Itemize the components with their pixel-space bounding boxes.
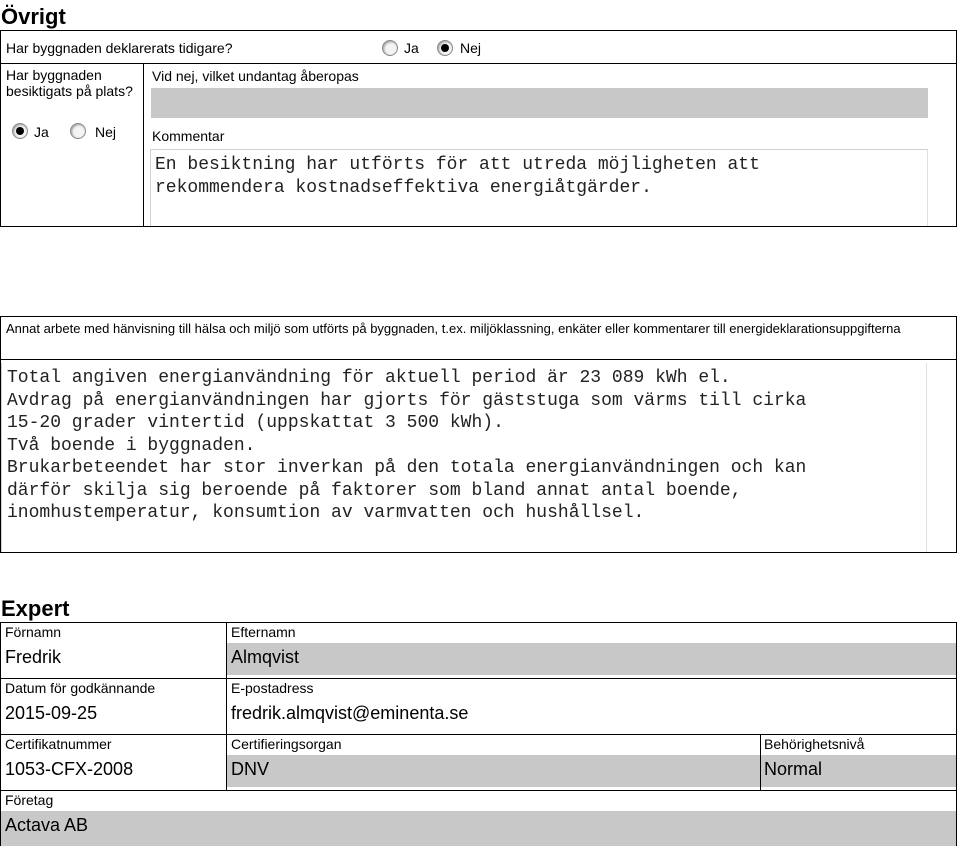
fornamn-label: Förnamn: [5, 624, 62, 640]
section-heading-ovrigt: Övrigt: [1, 4, 66, 29]
divider: [0, 734, 957, 735]
comment-textarea[interactable]: En besiktning har utförts för att utreda möjligheten att rekommendera kostnadseffektiva energiåtgärder.: [150, 149, 928, 226]
foretag-label: Företag: [5, 792, 54, 808]
divider: [1, 63, 956, 64]
exception-field[interactable]: [151, 88, 928, 118]
comment-label: Kommentar: [152, 128, 225, 144]
field-bg: [227, 643, 956, 675]
inspected-nej-radio[interactable]: [70, 123, 86, 139]
field-bg: [1, 811, 956, 846]
behorighet-label: Behörighetsnivå: [764, 736, 865, 752]
efternamn-value[interactable]: Almqvist: [231, 647, 300, 667]
section-heading-expert: Expert: [1, 596, 70, 621]
datum-label: Datum för godkännande: [5, 680, 156, 696]
inspected-question: Har byggnaden besiktigats på plats?: [6, 67, 133, 99]
declared-before-nej-radio[interactable]: [437, 40, 453, 56]
foretag-value[interactable]: Actava AB: [5, 815, 89, 835]
divider: [0, 678, 957, 679]
inspected-ja-radio[interactable]: [12, 123, 28, 139]
exception-label: Vid nej, vilket undantag åberopas: [152, 68, 359, 84]
other-work-label: Annat arbete med hänvisning till hälsa och miljö som utförts på byggnaden, t.ex. miljöklassning, enkäter eller kommentarer till energideklarationsuppgifterna: [6, 321, 901, 336]
field-bg: [227, 755, 760, 787]
divider: [143, 64, 144, 227]
certorg-value[interactable]: DNV: [231, 759, 270, 779]
behorighet-value[interactable]: Normal: [764, 759, 823, 779]
other-work-textarea[interactable]: Total angiven energianvändning för aktuell period är 23 089 kWh el. Avdrag på energianvändningen har gjorts för gäststuga som värms till cirka 15-20 grader vintertid (uppskattat 3 500 kWh). Två boende i byggnaden. Brukarbeteendet har stor inverkan på den totala energianvändningen och kan därför skilja sig beroende på faktorer som bland annat antal boende, inomhustemperatur, konsumtion av varmvatten och hushållsel.: [1, 363, 927, 552]
inspected-ja-label: Ja: [34, 124, 49, 140]
inspected-nej-label: Nej: [95, 124, 117, 140]
declared-before-nej-label: Nej: [460, 40, 482, 56]
certnr-value[interactable]: 1053-CFX-2008: [5, 759, 134, 779]
certnr-label: Certifikatnummer: [5, 736, 112, 752]
divider: [0, 790, 957, 791]
epost-value[interactable]: fredrik.almqvist@eminenta.se: [231, 703, 469, 723]
certorg-label: Certifieringsorgan: [231, 736, 342, 752]
declared-before-ja-label: Ja: [404, 40, 419, 56]
declared-before-ja-radio[interactable]: [382, 40, 398, 56]
fornamn-value[interactable]: Fredrik: [5, 647, 62, 667]
divider: [1, 359, 956, 360]
epost-label: E-postadress: [231, 680, 314, 696]
declared-before-question: Har byggnaden deklarerats tidigare?: [6, 40, 233, 56]
efternamn-label: Efternamn: [231, 624, 296, 640]
datum-value[interactable]: 2015-09-25: [5, 703, 98, 723]
